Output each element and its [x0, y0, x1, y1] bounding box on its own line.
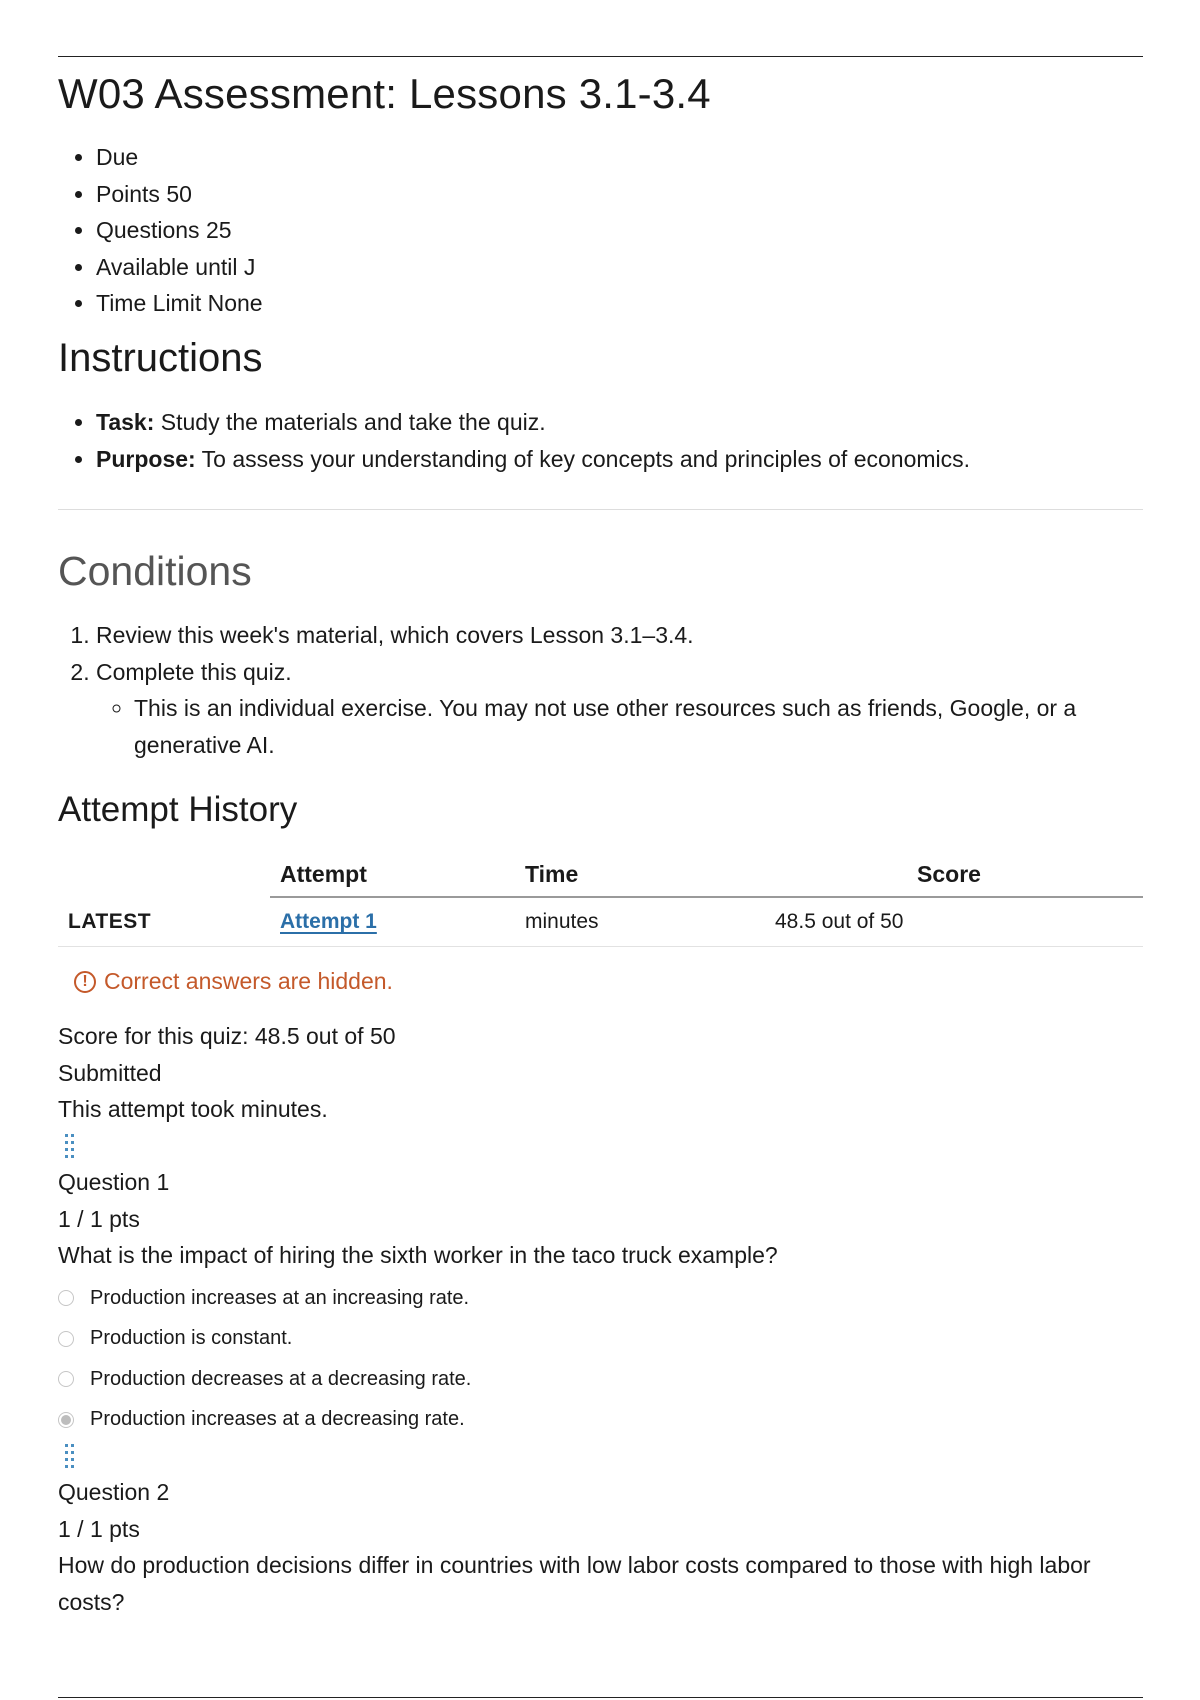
instruction-task [96, 404, 1146, 441]
conditions-heading: Conditions [58, 548, 252, 594]
radio-button[interactable] [58, 1290, 74, 1306]
meta-available-until: • Available until J [96, 249, 263, 286]
answer-option[interactable] [58, 1359, 858, 1400]
quiz-summary [58, 1018, 396, 1128]
condition-subitem-individual: ◦ This is an individual exercise. You may not use other resources such as friends, Google, or a generative AI. [134, 690, 1143, 763]
latest-label: LATEST [58, 897, 270, 947]
question-1-drag-handle[interactable] [65, 1134, 75, 1160]
question-2-points: 1 / 1 pts [58, 1515, 140, 1542]
meta-questions: • Questions 25 [96, 212, 263, 249]
attempt-history-table [58, 852, 1143, 947]
answer-option[interactable] [58, 1278, 858, 1319]
warning-circle-icon: ! [74, 971, 96, 993]
question-1-points: 1 / 1 pts [58, 1205, 140, 1232]
radio-button-selected[interactable] [58, 1412, 74, 1428]
table-header-score: Score [755, 852, 1143, 897]
quiz-status: Submitted [58, 1059, 162, 1086]
time-cell: minutes [515, 897, 755, 947]
radio-button[interactable] [58, 1371, 74, 1387]
table-header-attempt: Attempt [270, 852, 515, 897]
instruction-purpose-label: Purpose: [96, 446, 196, 472]
correct-answers-hidden-notice [74, 968, 393, 995]
quiz-meta-list [58, 139, 263, 322]
table-row [58, 897, 1143, 947]
instruction-task-label: Task: [96, 409, 155, 435]
top-divider [58, 56, 1143, 57]
radio-button[interactable] [58, 1331, 74, 1347]
instructions-heading: Instructions [58, 336, 263, 380]
condition-item-complete [96, 654, 1143, 764]
notice-text: Correct answers are hidden. [104, 968, 393, 994]
instruction-task-text: Study the materials and take the quiz. [154, 409, 546, 435]
question-2-drag-handle[interactable] [65, 1444, 75, 1470]
bottom-divider [58, 1697, 1143, 1698]
quiz-score: Score for this quiz: 48.5 out of 50 [58, 1023, 396, 1049]
answer-text: Production increases at an increasing rate. [90, 1286, 470, 1309]
condition-item-complete-text: Complete this quiz. [96, 658, 292, 685]
table-header-row [58, 852, 1143, 897]
question-2-text: How do production decisions differ in countries with low labor costs compared to those with high labor costs? [58, 1552, 1091, 1615]
conditions-list [58, 617, 1143, 763]
question-1 [58, 1164, 1148, 1274]
drag-handle-icon [65, 1444, 75, 1470]
attempt-duration: This attempt took minutes. [58, 1096, 328, 1122]
question-1-text: What is the impact of hiring the sixth worker in the taco truck example? [58, 1242, 778, 1268]
question-1-title: Question 1 [58, 1169, 170, 1195]
meta-time-limit: • Time Limit None [96, 285, 263, 322]
page-title: W03 Assessment: Lessons 3.1-3.4 [58, 70, 711, 117]
section-divider [58, 509, 1143, 510]
instruction-purpose-text: To assess your understanding of key concepts and principles of economics. [195, 446, 971, 472]
answer-text: Production increases at a decreasing rate. [90, 1408, 465, 1431]
attempt-history-heading: Attempt History [58, 790, 298, 829]
condition-sublist [96, 690, 1143, 763]
answer-text: Production is constant. [90, 1327, 293, 1350]
answer-option-selected[interactable] [58, 1400, 858, 1441]
attempt-cell [270, 897, 515, 947]
instruction-purpose [96, 441, 1146, 478]
answer-text: Production decreases at a decreasing rate. [90, 1367, 472, 1390]
table-header-blank [58, 852, 270, 897]
meta-due: • Due [96, 139, 263, 176]
instructions-list [58, 404, 1146, 478]
condition-item-review: 1. Review this week's material, which covers Lesson 3.1–3.4. [96, 617, 1143, 654]
attempt-1-link[interactable]: Attempt 1 [280, 910, 377, 933]
question-1-answers [58, 1278, 858, 1440]
table-header-time: Time [515, 852, 755, 897]
drag-handle-icon [65, 1134, 75, 1160]
question-2 [58, 1474, 1148, 1620]
question-2-title: Question 2 [58, 1479, 170, 1505]
meta-points: • Points 50 [96, 176, 263, 213]
score-cell: 48.5 out of 50 [755, 897, 1143, 947]
answer-option[interactable] [58, 1319, 858, 1360]
